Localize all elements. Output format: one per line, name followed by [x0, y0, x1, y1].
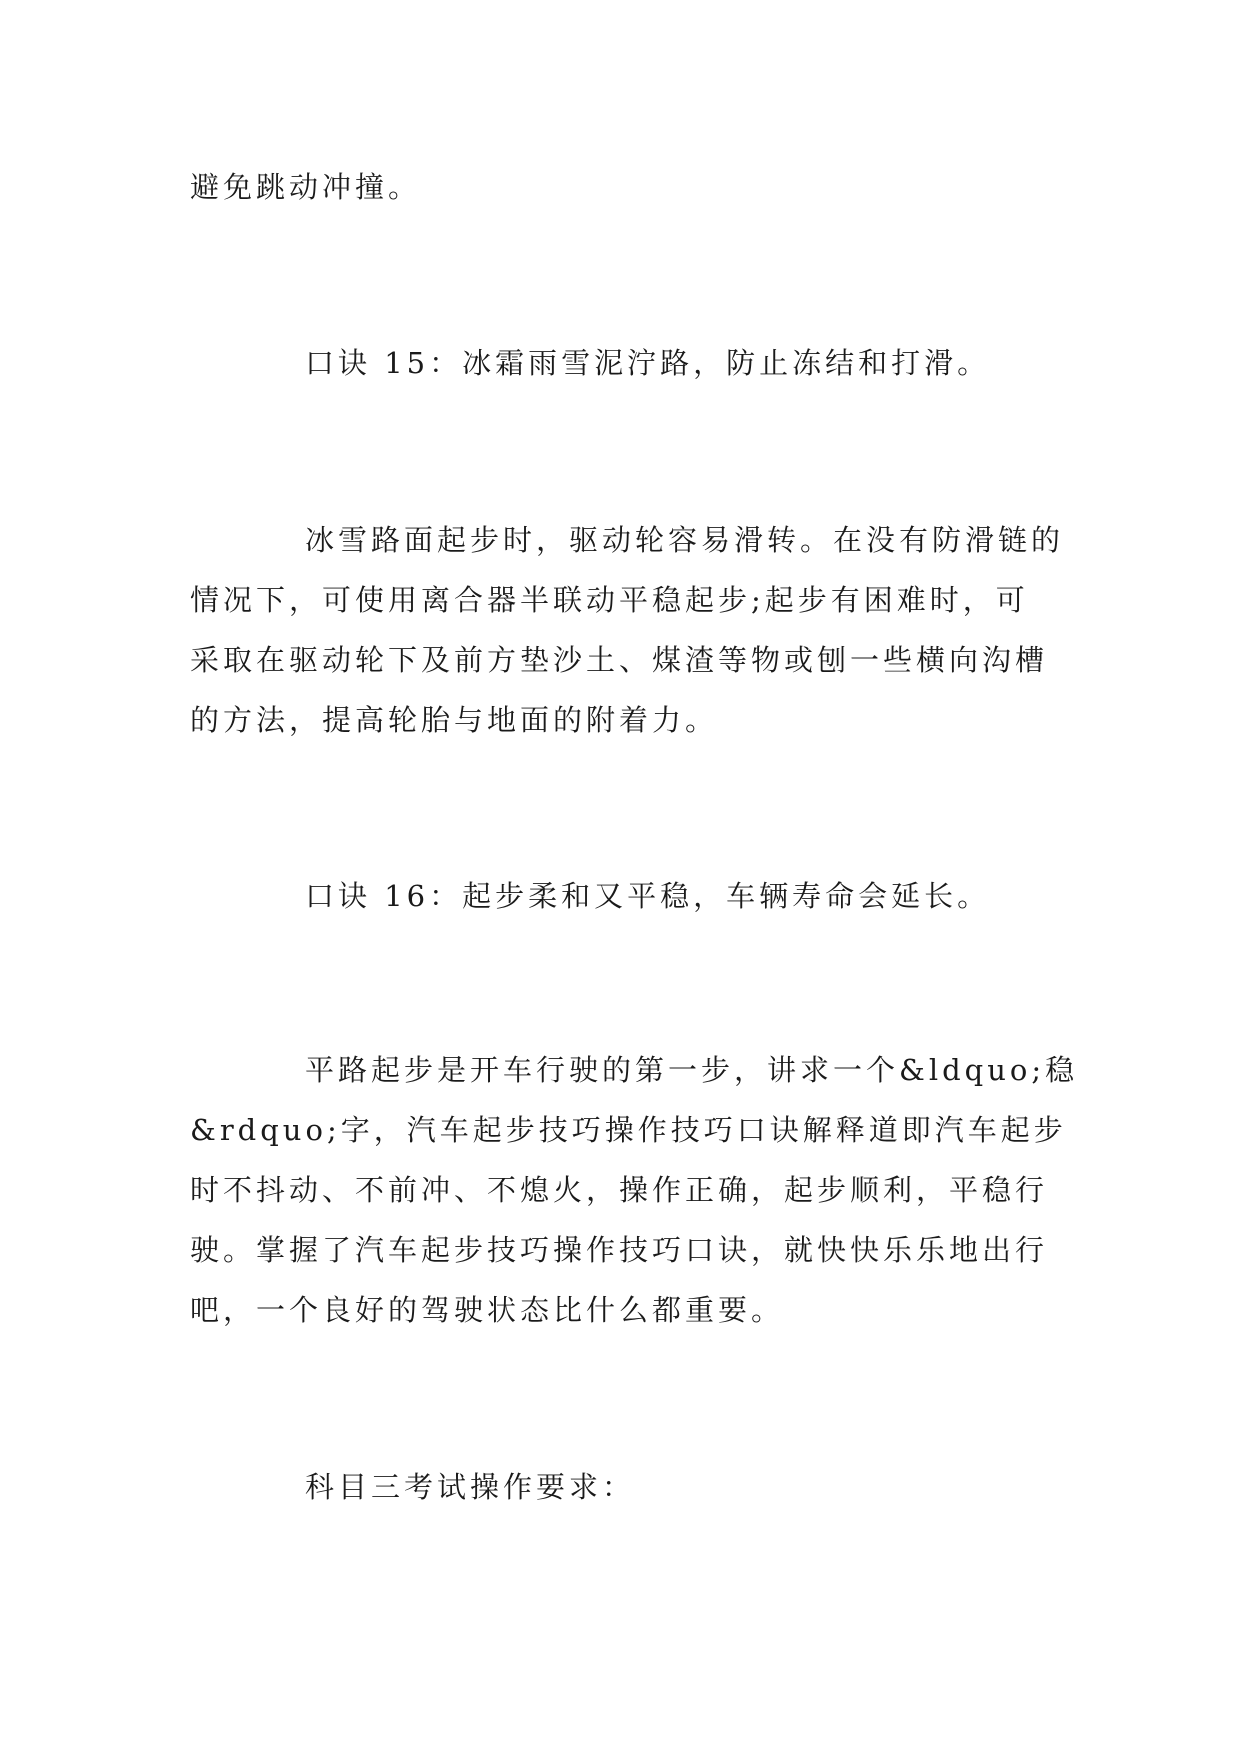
paragraph-line: 平路起步是开车行驶的第一步，讲求一个&ldquo;稳 [305, 1053, 1079, 1087]
mnemonic-heading-16: 口诀 16：起步柔和又平稳，车辆寿命会延长。 [305, 879, 991, 913]
section-heading: 科目三考试操作要求： [305, 1470, 636, 1504]
paragraph-line: 吧，一个良好的驾驶状态比什么都重要。 [190, 1293, 785, 1327]
paragraph-line: 情况下，可使用离合器半联动平稳起步;起步有困难时，可 [190, 583, 1029, 617]
paragraph-line: 的方法，提高轮胎与地面的附着力。 [190, 703, 719, 737]
paragraph-line: 避免跳动冲撞。 [190, 170, 422, 204]
paragraph-line: 冰雪路面起步时，驱动轮容易滑转。在没有防滑链的 [305, 523, 1065, 557]
paragraph-line: 采取在驱动轮下及前方垫沙土、煤渣等物或刨一些横向沟槽 [190, 643, 1049, 677]
paragraph-line: 时不抖动、不前冲、不熄火，操作正确，起步顺利，平稳行 [190, 1173, 1049, 1207]
paragraph-line: 驶。掌握了汽车起步技巧操作技巧口诀，就快快乐乐地出行 [190, 1233, 1049, 1267]
mnemonic-heading-15: 口诀 15：冰霜雨雪泥泞路，防止冻结和打滑。 [305, 346, 991, 380]
paragraph-line: &rdquo;字，汽车起步技巧操作技巧口诀解释道即汽车起步 [190, 1113, 1067, 1147]
